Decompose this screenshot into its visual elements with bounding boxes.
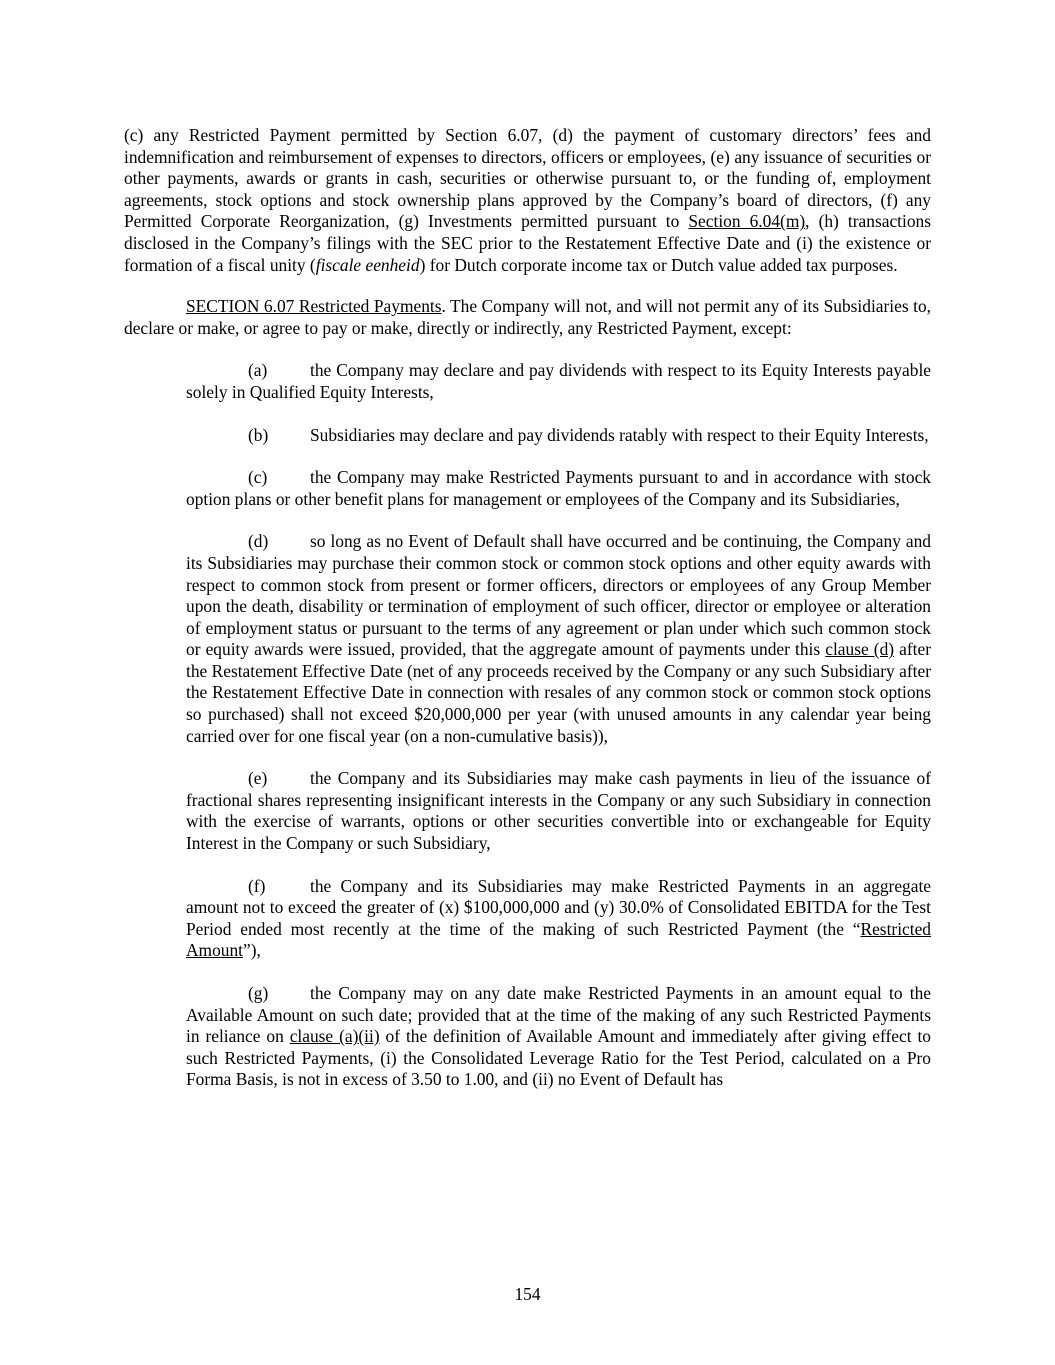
clause-d-label: (d) <box>248 531 269 552</box>
section-604m-reference: Section 6.04(m) <box>688 211 806 232</box>
section-607-paragraph <box>124 296 931 339</box>
clause-d-reference: clause (d) <box>825 639 895 660</box>
clause-b-text: Subsidiaries may declare and pay dividends ratably with respect to their Equity Interests, <box>310 424 929 445</box>
clause-b-label: (b) <box>248 424 269 445</box>
restricted-amount-term: Restricted Amount <box>186 918 931 961</box>
clause-c-text: the Company may make Restricted Payments pursuant to and in accordance with stock option plans or other benefit plans for management or employees of the Company and its Subsidiaries, <box>186 467 931 509</box>
clause-g <box>186 983 931 1091</box>
page-number: 154 <box>514 1284 541 1304</box>
clause-g-text-2: of the definition of Available Amount and immediately after giving effect to such Restricted Payments, (i) the Consolidated Leverage Ratio for the Test Period, calculated on a Pro Forma Basis, is not in excess of 3.50 to 1.00, and (ii) no Event of Default has <box>186 1026 931 1090</box>
clause-d-text-2: after the Restatement Effective Date (net of any proceeds received by the Company or any such Subsidiary after the Restatement Effective Date in connection with resales of any common stock or common stock options so purchased) shall not exceed $20,000,000 per year (with unused amounts in any calendar year being carried over for one fiscal year (on a non-cumulative basis)), <box>186 639 932 746</box>
clause-d <box>186 531 931 747</box>
clause-b <box>186 425 931 447</box>
clause-a-text: the Company may declare and pay dividends with respect to its Equity Interests payable solely in Qualified Equity Interests, <box>186 360 931 402</box>
clause-d-text-1: so long as no Event of Default shall have occurred and be continuing, the Company and its Subsidiaries may purchase their common stock or common stock options and other equity awards with respect to common stock from present or former officers, directors or employees of any Group Member upon the death, disability or termination of employment of such officer, director or employee or alteration of employment status or pursuant to the terms of any agreement or plan under which such common stock or equity awards were issued, provided, that the aggregate amount of payments under this <box>186 531 931 660</box>
intro-text-3: ) for Dutch corporate income tax or Dutch value added tax purposes. <box>419 254 898 275</box>
document-page <box>124 125 931 1091</box>
clause-g-text-1: the Company may on any date make Restricted Payments in an amount equal to the Available Amount on such date; provided that at the time of the making of any such Restricted Payments in reliance on <box>186 983 931 1047</box>
clause-f <box>186 876 931 962</box>
clause-a-ii-reference: clause (a)(ii) <box>289 1026 380 1047</box>
section-607-heading: SECTION 6.07 Restricted Payments <box>186 296 442 317</box>
fiscale-eenheid-term: fiscale eenheid <box>315 254 420 275</box>
section-607-text: . The Company will not, and will not permit any of its Subsidiaries to, declare or make, or agree to pay or make, directly or indirectly, any Restricted Payment, except: <box>124 296 931 338</box>
clause-f-label: (f) <box>248 875 266 896</box>
clause-f-text-2: ”), <box>243 940 261 961</box>
clause-e-label: (e) <box>248 768 268 789</box>
clause-e-text: the Company and its Subsidiaries may make cash payments in lieu of the issuance of fractional shares representing insignificant interests in the Company or any such Subsidiary in connection with the exercise of warrants, options or other securities convertible into or exchangeable for Equity Interest in the Company or such Subsidiary, <box>186 768 931 854</box>
clause-c-label: (c) <box>248 467 268 488</box>
intro-paragraph <box>124 125 931 276</box>
clause-f-text-1: the Company and its Subsidiaries may make Restricted Payments in an aggregate amount not to exceed the greater of (x) $100,000,000 and (y) 30.0% of Consolidated EBITDA for the Test Period ended most recently at the time of the making of such Restricted Payment (the “ <box>186 875 931 939</box>
clause-a <box>186 360 931 403</box>
clause-c <box>186 467 931 510</box>
clause-e <box>186 768 931 854</box>
clause-a-label: (a) <box>248 360 268 381</box>
clause-g-label: (g) <box>248 983 269 1003</box>
intro-text-2: , (h) transactions disclosed in the Company’s filings with the SEC prior to the Restatement Effective Date and (i) the existence or formation of a fiscal unity ( <box>124 211 931 275</box>
intro-text-1: (c) any Restricted Payment permitted by Section 6.07, (d) the payment of customary directors’ fees and indemnification and reimbursement of expenses to directors, officers or employees, (e) any issuance of securities or other payments, awards or grants in cash, securities or otherwise pursuant to, or the funding of, employment agreements, stock options and stock ownership plans approved by the Company’s board of directors, (f) any Permitted Corporate Reorganization, (g) Investments permitted pursuant to <box>124 125 931 232</box>
